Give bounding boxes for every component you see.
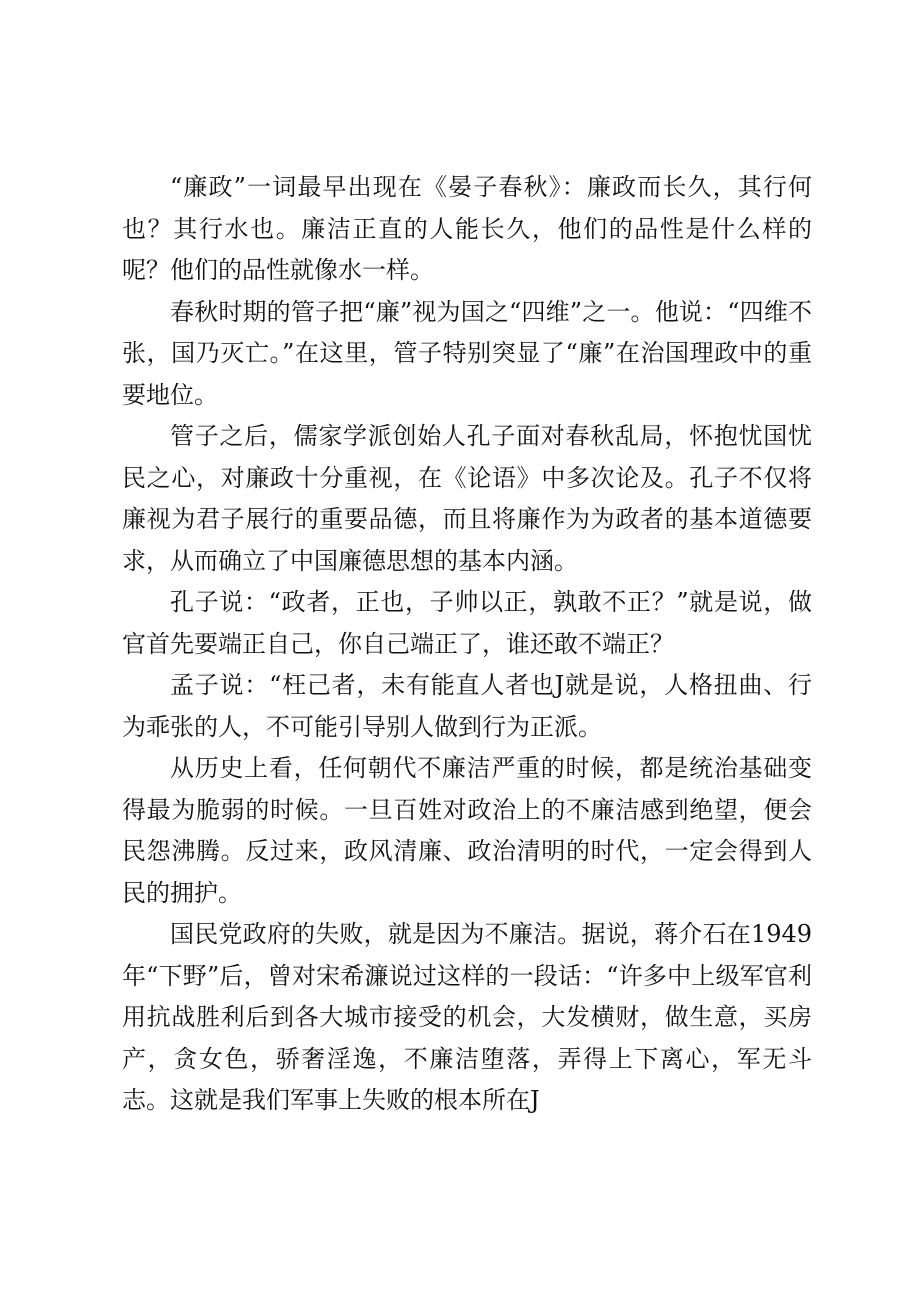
paragraph-guanzi: 春秋时期的管子把“廉”视为国之“四维”之一。他说：“四维不张，国乃灭亡。”在这里，管子特别突显了“廉”在治国理政中的重要地位。 bbox=[122, 297, 812, 409]
paragraph-history: 从历史上看，任何朝代不廉洁严重的时候，都是统治基础变得最为脆弱的时候。一旦百姓对政治上的不廉洁感到绝望，便会民怨沸腾。反过来，政风清廉、政治清明的时代，一定会得到人民的拥护。 bbox=[122, 754, 812, 907]
paragraph-confucius-intro: 管子之后，儒家学派创始人孔子面对春秋乱局，怀抱忧国忧民之心，对廉政十分重视，在《论语》中多次论及。孔子不仅将廉视为君子展行的重要品德，而且将廉作为为政者的基本道德要求，从而确立了中国廉德思想的基本内涵。 bbox=[122, 422, 812, 575]
paragraph-confucius-quote: 孔子说：“政者，正也，子帅以正，孰敢不正？”就是说，做官首先要端正自己，你自己端正了，谁还敢不端正？ bbox=[122, 588, 812, 658]
paragraph-kmt-failure: 国民党政府的失败，就是因为不廉洁。据说，蒋介石在1949年“下野”后，曾对宋希濂说过这样的一段话：“许多中上级军官利用抗战胜利后到各大城市接受的机会，大发横财，做生意，买房产，贪女色，骄奢淫逸，不廉洁堕落，弄得上下离心，军无斗志。这就是我们军事上失败的根本所在J bbox=[122, 920, 812, 1114]
document-body bbox=[122, 167, 812, 1122]
paragraph-yanzi: “廉政”一词最早出现在《晏子春秋》：廉政而长久，其行何也？其行水也。廉洁正直的人能长久，他们的品性是什么样的呢？他们的品性就像水一样。 bbox=[122, 173, 812, 284]
paragraph-mencius-quote: 孟子说：“枉己者，未有能直人者也J就是说，人格扭曲、行为乖张的人，不可能引导别人做到行为正派。 bbox=[122, 671, 812, 741]
